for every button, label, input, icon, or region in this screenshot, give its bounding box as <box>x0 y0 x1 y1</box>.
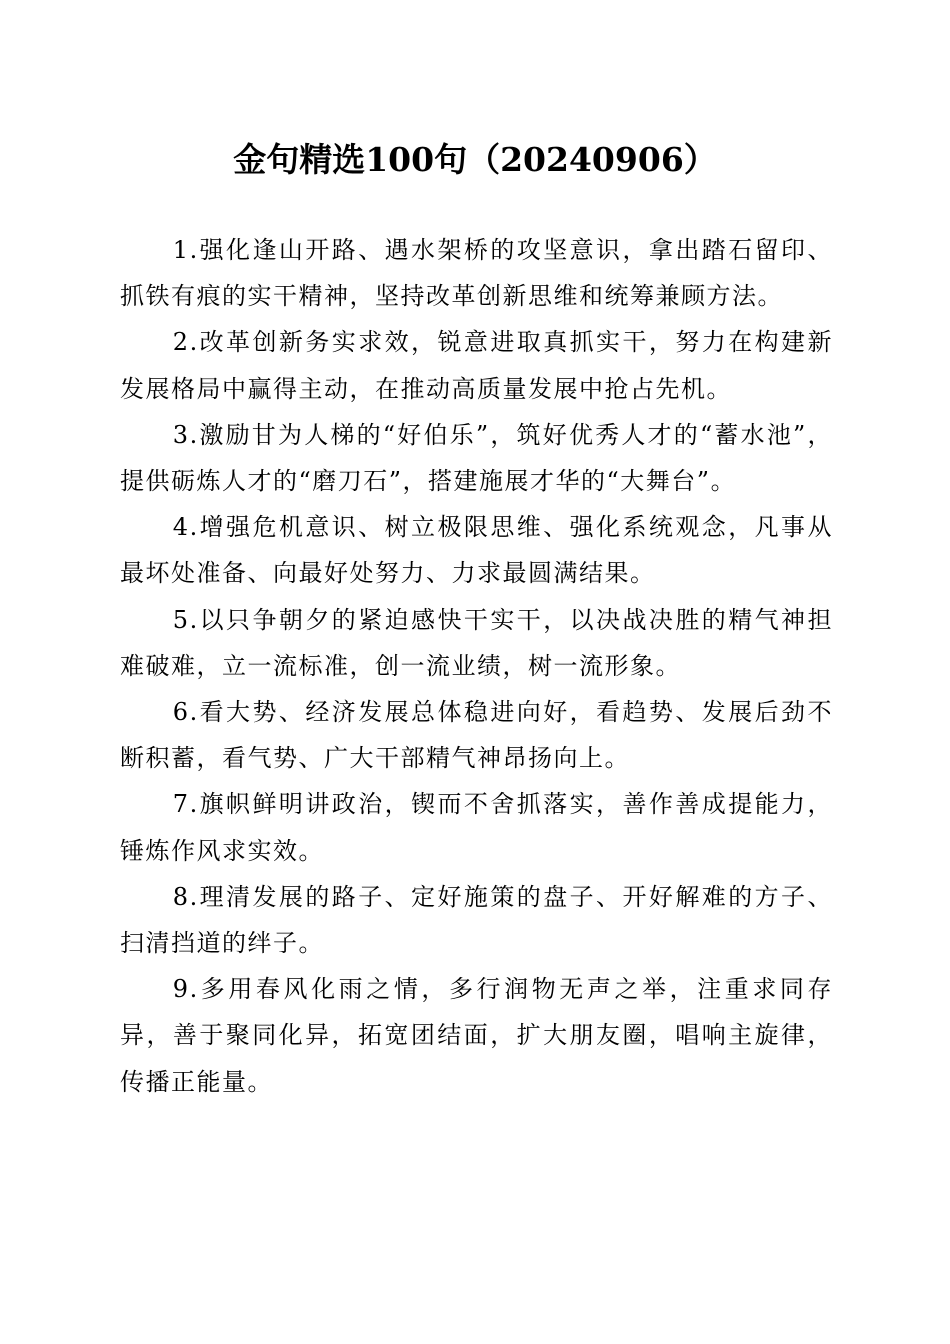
paragraph-9: 9.多用春风化雨之情，多行润物无声之举，注重求同存异，善于聚同化异，拓宽团结面，扩大朋友圈，唱响主旋律，传播正能量。 <box>120 975 833 1096</box>
paragraph-8: 8.理清发展的路子、定好施策的盘子、开好解难的方子、扫清挡道的绊子。 <box>120 882 833 958</box>
paragraph-1: 1.强化逢山开路、遇水架桥的攻坚意识，拿出踏石留印、抓铁有痕的实干精神，坚持改革创新思维和统筹兼顾方法。 <box>120 236 833 311</box>
paragraph-2: 2.改革创新务实求效，锐意进取真抓实干，努力在构建新发展格局中赢得主动，在推动高质量发展中抢占先机。 <box>120 328 833 403</box>
paragraph-6: 6.看大势、经济发展总体稳进向好，看趋势、发展后劲不断积蓄，看气势、广大干部精气神昂扬向上。 <box>120 698 833 773</box>
document-body <box>120 227 833 1105</box>
paragraph-3: 3.激励甘为人梯的“好伯乐”，筑好优秀人才的“蓄水池”，提供砺炼人才的“磨刀石”，搭建施展才华的“大舞台”。 <box>120 420 833 496</box>
paragraph-5: 5.以只争朝夕的紧迫感快干实干，以决战决胜的精气神担难破难，立一流标准，创一流业绩，树一流形象。 <box>120 605 833 680</box>
document-title: 金句精选100句（20240906） <box>233 140 717 179</box>
paragraph-7: 7.旗帜鲜明讲政治，锲而不舍抓落实，善作善成提能力，锤炼作风求实效。 <box>120 790 833 865</box>
paragraph-4: 4.增强危机意识、树立极限思维、强化系统观念，凡事从最坏处准备、向最好处努力、力求最圆满结果。 <box>120 513 833 588</box>
